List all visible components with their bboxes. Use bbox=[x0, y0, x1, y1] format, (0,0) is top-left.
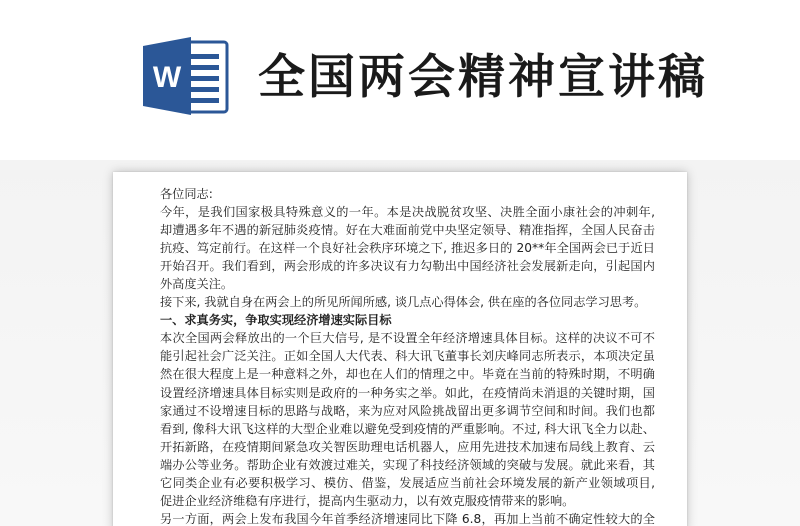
paragraph-line: 能引起社会广泛关注。正如全国人大代表、科大讯飞董事长刘庆峰同志所表示，本项决定虽 bbox=[160, 349, 655, 364]
section-heading: 一、求真务实，争取实现经济增速实际目标 bbox=[160, 313, 392, 328]
header-banner bbox=[0, 0, 800, 160]
paragraph-line: 接下来, 我就自身在两会上的所见所闻所感, 谈几点心得体会, 供在座的各位同志学习思考。 bbox=[160, 295, 647, 310]
paragraph-line: 然在很大程度上是一种意料之外，却也在人们的情理之中。毕竟在当前的特殊时期，不明确 bbox=[160, 367, 655, 382]
word-doc-icon bbox=[141, 34, 231, 118]
paragraph-line: 它同类企业有必要积极学习、模仿、借鉴，发展适应当前社会环境发展的新产业领域项目, bbox=[160, 475, 655, 490]
paragraph-line: 开始召开。我们看到，两会形成的许多决议有力勾勒出中国经济社会发展新走向，引起国内 bbox=[160, 259, 655, 274]
word-icon-letter: W bbox=[152, 61, 182, 94]
paragraph-line: 抗疫、笃定前行。在这样一个良好社会秩序环境之下, 推迟多日的 20**年全国两会已于近日 bbox=[160, 241, 655, 256]
page-title: 全国两会精神宣讲稿 bbox=[258, 50, 708, 105]
document-body bbox=[160, 185, 655, 526]
paragraph-line: 却遭遇多年不遇的新冠肺炎疫情。好在大难面前党中央坚定领导、精准指挥，全国人民奋击 bbox=[160, 223, 655, 238]
paragraph-line: 看到, 像科大讯飞这样的大型企业难以避免受到疫情的严重影响。不过, 科大讯飞全力以赴、 bbox=[160, 421, 655, 436]
paragraph-line: 端办公等业务。帮助企业有效渡过难关，实现了科技经济领域的突破与发展。就此来看，其 bbox=[160, 457, 655, 472]
paragraph-line: 外高度关注。 bbox=[160, 277, 234, 292]
paragraph-line: 设置经济增速具体目标实则是政府的一种务实之举。如此，在疫情尚未消退的关键时期，国 bbox=[160, 385, 655, 400]
document-page bbox=[113, 172, 687, 526]
paragraph-line: 今年，是我们国家极具特殊意义的一年。本是决战脱贫攻坚、决胜全面小康社会的冲刺年, bbox=[160, 205, 655, 220]
paragraph-line: 家通过不设增速目标的思路与战略，来为应对风险挑战留出更多调节空间和时间。我们也都 bbox=[160, 403, 655, 418]
paragraph-line: 另一方面，两会上发布我国今年首季经济增速同比下降 6.8，再加上当前不确定性较大的全 bbox=[160, 511, 655, 526]
paragraph-line: 本次全国两会释放出的一个巨大信号, 是不设置全年经济增速具体目标。这样的决议不可不 bbox=[160, 331, 655, 346]
paragraph-line: 促进企业经济维稳有序进行，提高内生驱动力，以有效克服疫情带来的影响。 bbox=[160, 493, 575, 508]
paragraph-line: 各位同志: bbox=[160, 187, 213, 201]
paragraph-line: 开拓新路，在疫情期间紧急攻关智医助理电话机器人，应用先进技术加速布局线上教育、云 bbox=[160, 439, 655, 454]
